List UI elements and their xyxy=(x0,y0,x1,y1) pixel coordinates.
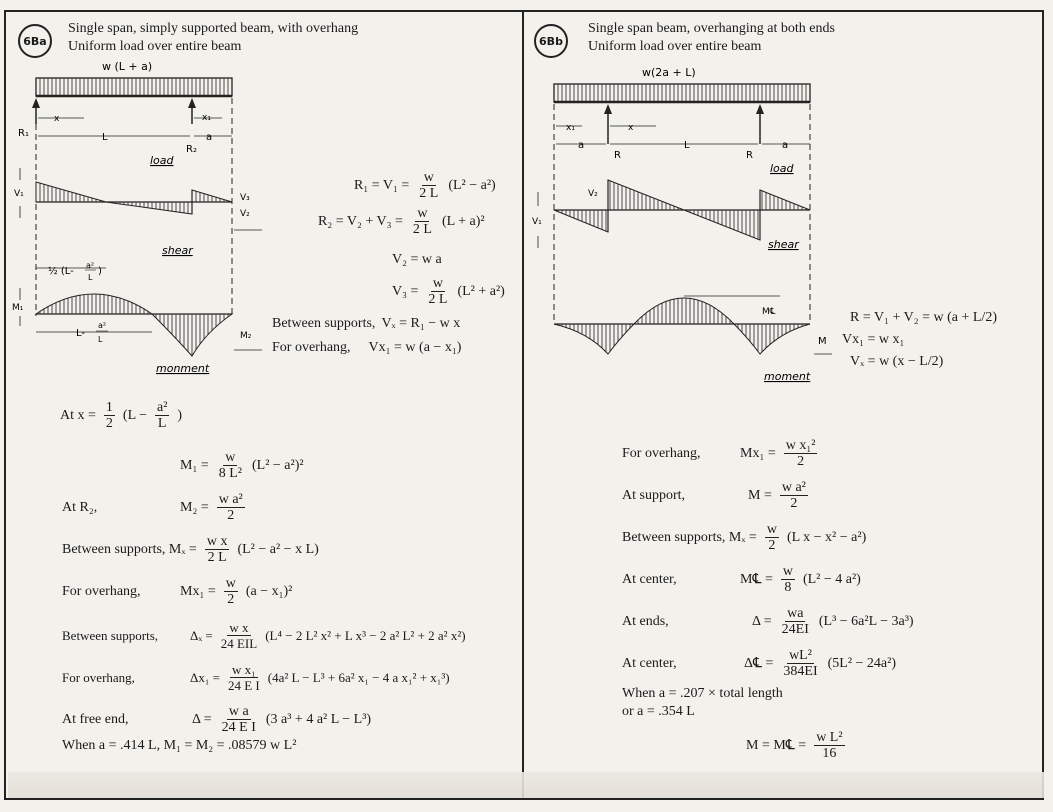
dim-x-label: x xyxy=(628,123,634,133)
moment-negative-region xyxy=(152,314,232,356)
eq-over-m: For overhang, Mx₁ = $\frac{\text{w x₁²}}{2}$ xyxy=(622,438,816,469)
dim-L-label: L xyxy=(684,140,690,151)
eq-mx: Between supports, Mₓ = $\frac{\text{w x}}{2 L}$ (L² − a² − x L) xyxy=(62,534,319,565)
shear-left-overhang xyxy=(554,210,608,232)
case-badge: 6Bb xyxy=(534,24,568,58)
dim-L-minus: L- xyxy=(76,328,86,339)
panel-6bb xyxy=(524,10,1042,800)
moment-caption: moment xyxy=(764,370,811,383)
eq-vx: Vₓ = w (x − L/2) xyxy=(850,354,944,369)
eq-support-m: At support, M = $\frac{\text{w a²}}{2}$ xyxy=(622,480,806,511)
reaction-left-label: R xyxy=(614,150,621,161)
mc-label: M℄ xyxy=(762,307,776,317)
v1-label: V₁ xyxy=(14,189,24,199)
shear-span-negative xyxy=(684,210,760,240)
eq-dx1: For overhang, Δx₁ = $\frac{\text{w x₁}}{\text{24 E I}}$ (4a² L − L³ + 6a² x₁ − 4 a x₁² + x₁³) xyxy=(62,662,450,693)
v1-label: V₁ xyxy=(532,217,542,227)
beam-diagram-6bb xyxy=(524,62,827,402)
uniform-load-block xyxy=(554,84,810,102)
eq-center-deflection: At center, Δ℄ = $\frac{\text{wL²}}{384EI}$ (5L² − 24a²) xyxy=(622,648,896,679)
moment-caption: monment xyxy=(156,362,210,375)
load-magnitude-label: w(2a + L) xyxy=(642,66,696,79)
eq-r: R = V₁ + V₂ = w (a + L/2) xyxy=(850,310,997,325)
moment-right-negative xyxy=(734,324,810,354)
eq-m2: At R₂, M₂ = $\frac{\text{w a²}}{2}$ xyxy=(62,492,243,523)
title-line2: Uniform load over entire beam xyxy=(68,39,242,54)
moment-positive-region xyxy=(36,294,152,314)
shear-caption: shear xyxy=(768,238,799,251)
eq-m1: M₁ = $\frac{w}{\text{8 L²}}$ (L² − a²)² xyxy=(180,450,304,481)
eq-vx1: For overhang, Vx₁ = w (a − x₁) xyxy=(272,340,462,355)
support-left-arrow xyxy=(604,104,612,114)
dim-L-2: L xyxy=(98,335,103,344)
eq-vx1: Vx₁ = w x₁ xyxy=(842,332,905,347)
shear-span-positive xyxy=(608,180,684,210)
eq-vx: Between supports, Vₓ = R₁ − w x xyxy=(272,316,461,331)
load-magnitude-label: w (L + a) xyxy=(102,60,153,73)
eq-free-end: At free end, Δ = $\frac{\text{w a}}{\text{24 E I}}$ (3 a³ + 4 a² L − L³) xyxy=(62,704,372,735)
eq-r2: R₂ = V₂ + V₃ = $\frac{w}{2 L}$ (L + a)² xyxy=(318,206,485,237)
title-line1: Single span, simply supported beam, with overhang xyxy=(68,21,359,36)
dim-a-label: a xyxy=(206,132,213,143)
eq-when-left: When a = .414 L, M₁ = M₂ = .08579 w L² xyxy=(62,738,297,753)
half-dim-a2: a² xyxy=(86,261,95,270)
support-r2-arrow xyxy=(188,98,196,108)
uniform-load-block xyxy=(36,78,232,96)
eq-r1: R₁ = V₁ = $\frac{w}{2 L}$ (L² − a²) xyxy=(354,170,496,201)
shear-negative-region xyxy=(106,202,192,214)
beam-diagram-6ba xyxy=(6,56,266,426)
support-right-arrow xyxy=(756,104,764,114)
m1-label: M₁ xyxy=(12,303,24,313)
shear-positive-region xyxy=(36,182,106,202)
eq-mx1: For overhang, Mx₁ = $\frac{w}{2}$ (a − x₁)² xyxy=(62,576,293,607)
r1-label: R₁ xyxy=(18,128,29,139)
reaction-right-label: R xyxy=(746,150,753,161)
half-dim-text: ½ (L- xyxy=(48,266,74,277)
eq-center-m: At center, M℄ = $\frac{w}{8}$ (L² − 4 a²) xyxy=(622,564,861,595)
eq-ends-deflection: At ends, Δ = $\frac{wa}{24EI}$ (L³ − 6a²L − 3a³) xyxy=(622,606,914,637)
dim-x-label: x xyxy=(54,114,60,124)
case-badge: 6Ba xyxy=(18,24,52,58)
dim-x1-label: x₁ xyxy=(202,113,211,123)
r2-label: R₂ xyxy=(186,144,197,155)
title-line1: Single span beam, overhanging at both ends xyxy=(588,21,835,36)
dim-a-left: a xyxy=(578,140,585,151)
dim-a2-2: a² xyxy=(98,321,107,330)
moment-positive-region xyxy=(634,298,734,324)
load-caption: load xyxy=(150,154,174,167)
dim-a-right: a xyxy=(782,140,789,151)
eq-v3: V₃ = $\frac{w}{2 L}$ (L² + a²) xyxy=(392,276,505,307)
half-dim-L: L xyxy=(88,273,93,282)
load-caption: load xyxy=(770,162,794,175)
dim-x1-label: x₁ xyxy=(566,123,575,133)
eq-v2: V₂ = w a xyxy=(392,252,442,267)
v2-label: V₂ xyxy=(588,189,598,199)
dim-L-label: L xyxy=(102,132,108,143)
bleed-through-strip xyxy=(8,772,1044,798)
shear-right-overhang xyxy=(760,190,810,210)
half-dim-close: ) xyxy=(98,266,102,277)
title-line2: Uniform load over entire beam xyxy=(588,39,762,54)
v3-label: V₃ xyxy=(240,193,250,203)
eq-dx: Between supports, Δₓ = $\frac{\text{w x}}{\text{24 EIL}}$ (L⁴ − 2 L² x² + L x³ − 2 a² L² + 2 a² x²) xyxy=(62,620,466,651)
eq-between-m: Between supports, Mₓ = $\frac{w}{2}$ (L x − x² − a²) xyxy=(622,522,867,553)
panel-6ba xyxy=(6,10,522,800)
shear-caption: shear xyxy=(162,244,193,257)
m-label: M xyxy=(818,336,827,347)
eq-final-m: M = M℄ = $\frac{\text{w L²}}{16}$ xyxy=(746,730,843,761)
m2-label: M₂ xyxy=(240,331,252,341)
eq-when-line2: or a = .354 L xyxy=(622,704,695,719)
eq-when-line1: When a = .207 × total length xyxy=(622,686,783,701)
v2-label: V₂ xyxy=(240,209,250,219)
shear-overhang-region xyxy=(192,190,232,202)
eq-at-x: At x = $\frac{1}{2}$ (L − $\frac{\text{a²}}{L}$ ) xyxy=(60,400,183,431)
support-r1-arrow xyxy=(32,98,40,108)
moment-left-negative xyxy=(554,324,634,354)
